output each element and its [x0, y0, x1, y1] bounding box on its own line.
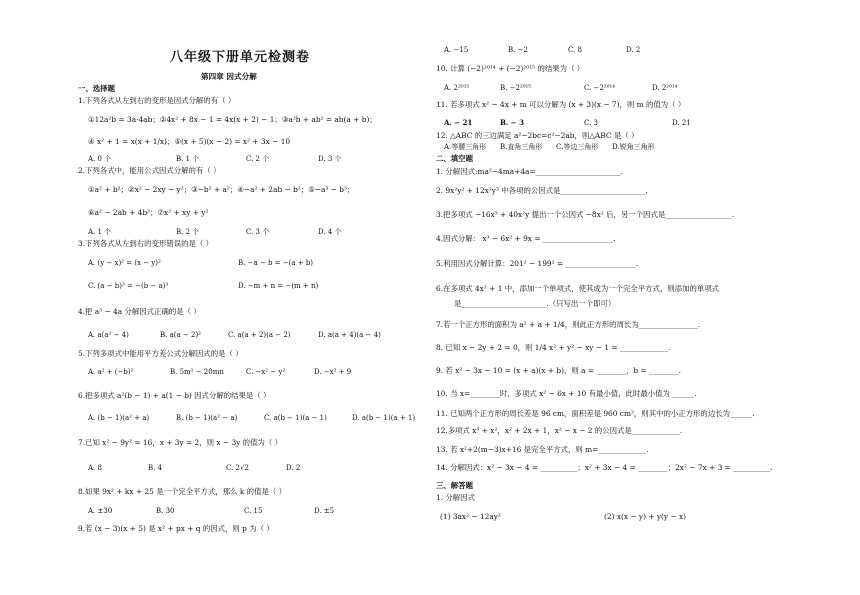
question-11-option-d: D. 21 — [672, 119, 691, 127]
question-6-option-d: D. a(b − 1)(a + 1) — [352, 414, 416, 422]
question-7-stem: 7.已知 x² − 9y² = 16，x + 3y = 2，则 x − 3y 的值为（ ） — [78, 438, 282, 447]
question-9-option-c: C. 8 — [568, 46, 583, 54]
question-4-option-d: D. a(a + 4)(a − 4) — [318, 331, 381, 339]
page-title: 八年级下册单元检测卷 — [170, 50, 311, 65]
question-11-option-b: B. − 3 — [500, 118, 524, 127]
question-2-option-a: A. 1 个 — [88, 228, 112, 236]
fill-item-10: 10. 当 x=________时，多项式 x² − 6x + 10 有最小值，此时最小值为 ______. — [436, 389, 697, 398]
fill-item-11: 11. 已知两个正方形的周长差是 96 cm，面积差是 960 cm²，则其中的小正方形的边长为______. — [436, 409, 755, 418]
question-4-option-c: C. a(a + 2)(a − 2) — [228, 331, 291, 339]
question-3-option-a: A. (y − x)² = (x − y)² — [88, 259, 161, 267]
fill-item-8: 8. 已知 x − 2y + 2 = 0，则 1/4 x² + y² − xy − 1 = _____________. — [436, 343, 671, 352]
question-11-option-a: A. − 21 — [444, 118, 473, 127]
question-10-stem: 10. 计算 (−2)²⁰¹⁴ + (−2)²⁰¹⁵ 的结果为（ ） — [436, 64, 585, 73]
question-7-option-b: B. 4 — [148, 464, 163, 472]
question-5-option-d: D. −x² + 9 — [314, 368, 352, 376]
question-4-stem: 4.把 a³ − 4a 分解因式正确的是（ ） — [78, 307, 201, 316]
fill-item-4: 4.因式分解： x³ − 6x² + 9x = ___________________. — [436, 234, 616, 243]
question-12-option-c: C.等边三角形 — [556, 143, 599, 151]
question-10-option-a: A. 2²⁰¹⁵ — [444, 84, 470, 92]
question-12-option-d: D.锐角三角形 — [612, 143, 655, 151]
question-10-option-b: B. −2²⁰¹⁵ — [500, 84, 532, 92]
fill-item-6: 6.在多项式 4x² + 1 中，添加一个单项式，使其成为一个完全平方式，则添加的单项式 — [436, 284, 720, 293]
question-1-option-d: D. 3 个 — [318, 155, 342, 163]
fill-item-5: 5.利用因式分解计算：201² − 199² = ___________________. — [436, 259, 639, 268]
question-12-option-a: A.等腰三角形 — [444, 143, 487, 151]
question-12-option-b: B.直角三角形 — [500, 143, 543, 151]
question-5-option-a: A. a² + (−b)² — [88, 368, 134, 376]
question-6-option-a: A. (b − 1)(a² + a) — [88, 414, 150, 422]
question-8-stem: 8.如果 9x² + kx + 25 是一个完全平方式，那么 k 的值是（ ） — [78, 487, 286, 496]
page-subtitle: 第四章 因式分解 — [201, 72, 257, 81]
question-5-option-c: C. −x² − y² — [246, 368, 286, 376]
question-10-option-d: D. 2²⁰¹⁴ — [652, 84, 678, 92]
fill-item-13: 13. 若 x²+2(m−3)x+16 是完全平方式，则 m=_____________. — [436, 445, 649, 454]
question-9-option-d: D. 2 — [626, 46, 641, 54]
solve-subheading: 1. 分解因式 — [436, 493, 475, 502]
question-1-items-b: ④ x² + 1 = x(x + 1/x)；⑤(x + 5)(x − 2) = x² + 3x − 10 — [88, 137, 291, 146]
question-3-option-c: C. (a − b)³ = −(b − a)³ — [88, 282, 169, 290]
fill-item-3: 3.把多项式 −16x³ + 40x²y 提出一个公因式 −8x² 后，另一个因式是__________________. — [436, 210, 735, 219]
question-6-option-b: B. (b − 1)(a² − a) — [176, 414, 238, 422]
section-heading-fill: 二、填空题 — [436, 154, 473, 163]
question-4-option-a: A. a(a² − 4) — [88, 331, 129, 339]
question-1-items-a: ①12a²b = 3a·4ab；②4x² + 8x − 1 = 4x(x + 2) − 1；③a²b + ab² = ab(a + b)； — [88, 115, 377, 124]
question-8-option-d: D. ±5 — [314, 507, 335, 515]
question-7-option-a: A. 8 — [88, 464, 102, 472]
fill-item-1: 1. 分解因式:ma²−4ma+4a=_______________________. — [436, 167, 623, 176]
question-12-stem: 12. △ABC 的三边满足 a²−2bc=c²−2ab，则△ABC 是（ ） — [436, 131, 639, 140]
question-7-option-d: D. 2 — [286, 464, 301, 472]
question-2-items-b: ⑥a² − 2ab + 4b²；⑦x² + xy + y² — [88, 208, 209, 217]
question-6-stem: 6.把多项式 a²(b − 1) + a(1 − b) 因式分解的结果是（ ） — [78, 391, 271, 400]
question-2-items-a: ①a² + b²；②x² − 2xy − y²；③−b² + a²；④−a² + 2ab − b²；⑤−a³ − b³； — [88, 185, 355, 194]
question-3-stem: 3.下列各式从左到右的变形错误的是（ ） — [78, 239, 214, 248]
question-1-option-a: A. 0 个 — [88, 155, 112, 163]
question-10-option-c: C. −2²⁰¹⁴ — [584, 84, 616, 92]
question-8-option-c: C. 15 — [244, 507, 263, 515]
question-8-option-b: B. 30 — [156, 507, 175, 515]
question-7-option-c: C. 2√2 — [226, 464, 249, 472]
question-2-option-b: B. 2 个 — [176, 228, 200, 236]
question-1-option-c: C. 2 个 — [246, 155, 270, 163]
question-2-option-d: D. 4 个 — [318, 228, 342, 236]
fill-item-14: 14. 分解因式：x² − 3x − 4 = __________；x² + 3x − 4 = ________；2x² − 7x + 3 = __________. — [436, 463, 773, 472]
question-9-option-b: B. −2 — [508, 46, 528, 54]
question-3-option-d: D. −m + n = −(m + n) — [238, 282, 319, 290]
fill-item-12: 12.多项式 x³ + x²，x² + 2x + 1，x² − x − 2 的公因式是_____________. — [436, 426, 683, 435]
question-8-option-a: A. ±30 — [88, 507, 113, 515]
question-9-option-a: A. −15 — [444, 46, 469, 54]
solve-problem-1: (1) 3ax² − 12ay² — [440, 512, 501, 521]
fill-item-7: 7.若一个正方形的面积为 a² + a + 1/4，则此正方形的周长为________________. — [436, 320, 701, 329]
question-9-stem: 9.若 (x − 3)(x + 5) 是 x² + px + q 的因式，则 p 为（ ） — [78, 524, 274, 533]
question-5-option-b: B. 5m² − 20mn — [170, 368, 224, 376]
question-1-option-b: B. 1 个 — [176, 155, 200, 163]
question-1-stem: 1.下列各式从左到右的变形是因式分解的有（ ） — [78, 96, 236, 105]
question-5-stem: 5.下列多项式中能用平方差公式分解因式的是（ ） — [78, 349, 243, 358]
fill-item-9: 9. 若 x² − 3x − 10 = (x + a)(x + b)，则 a = ________，b = ________. — [436, 366, 681, 375]
question-3-option-b: B. −a − b = −(a + b) — [238, 259, 314, 267]
solve-problem-2: (2) x(x − y) + y(y − x) — [604, 512, 687, 521]
fill-item-6-cont: 是_______________________.（只写出一个即可） — [454, 299, 616, 308]
section-heading-choice: 一、选择题 — [78, 84, 115, 93]
fill-item-2: 2. 9x²y² + 12x²y³ 中各项的公因式是_______________________. — [436, 186, 648, 195]
section-heading-solve: 三、解答题 — [436, 481, 473, 490]
question-4-option-b: B. a(a − 2)² — [160, 331, 201, 339]
question-11-stem: 11. 若多项式 x² − 4x + m 可以分解为 (x + 3)(x − 7)，则 m 的值为（ ） — [436, 100, 686, 109]
question-6-option-c: C. a(b − 1)(a − 1) — [264, 414, 327, 422]
question-11-option-c: C. 3 — [584, 119, 599, 127]
question-2-option-c: C. 3 个 — [246, 228, 270, 236]
question-2-stem: 2.下列各式中，能用公式因式分解的有（ ） — [78, 166, 221, 175]
